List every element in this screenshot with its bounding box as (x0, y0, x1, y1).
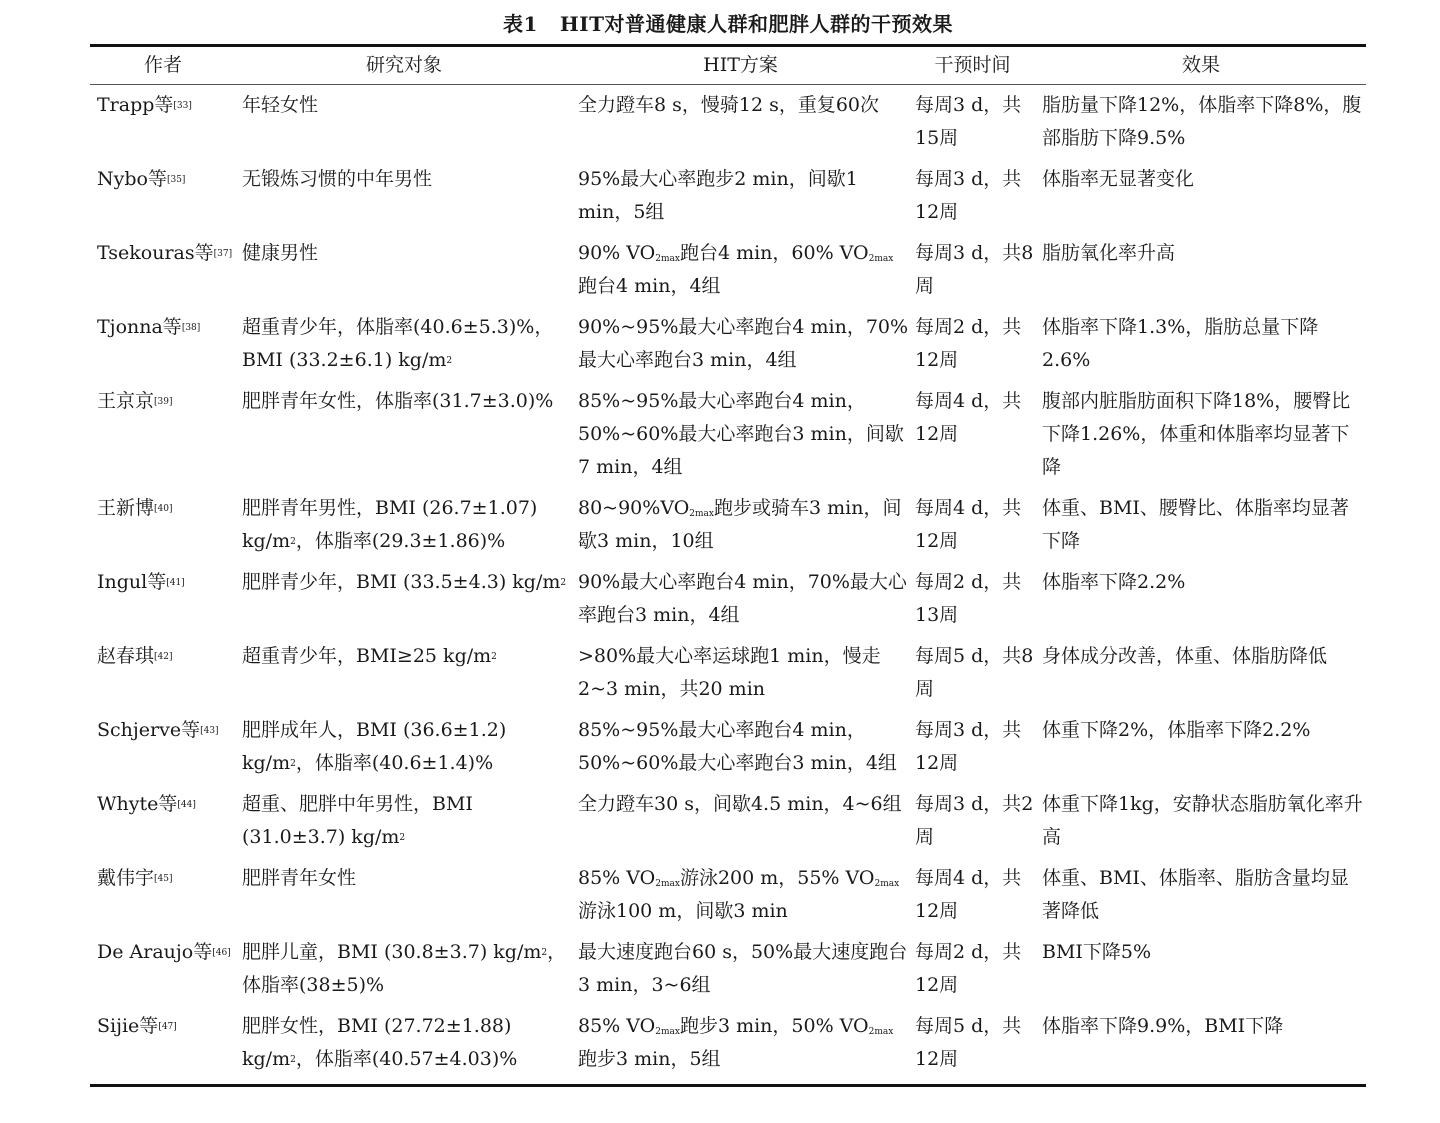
cell-effect: 身体成分改善，体重、体脂肪降低 (1042, 645, 1328, 667)
cell-subject: 肥胖青年男性，BMI (26.7±1.07) $kg/m^2$，体脂率(29.3±1.86)% (242, 497, 538, 552)
cell-effect: 体脂率下降9.9%，BMI下降 (1042, 1015, 1284, 1037)
table-row (90, 858, 1366, 932)
citation-ref: [47] (158, 1022, 177, 1032)
cell-protocol: >80%最大心率运球跑1 min，慢走2~3 min，共20 min (578, 645, 881, 700)
cell-effect: 腹部内脏脂肪面积下降18%，腰臀比下降1.26%，体重和体脂率均显著下降 (1042, 390, 1351, 478)
cell-duration: 每周2 d，共13周 (915, 571, 1022, 626)
cell-protocol: 全力蹬车8 s，慢骑12 s，重复60次 (578, 94, 880, 116)
cell-effect: 体重、BMI、腰臀比、体脂率均显著下降 (1042, 497, 1349, 552)
header-row (90, 46, 1366, 85)
cell-effect: 脂肪量下降12%，体脂率下降8%，腹部脂肪下降9.5% (1042, 94, 1362, 149)
cell-duration: 每周2 d，共12周 (915, 316, 1022, 371)
table-caption (0, 8, 1440, 37)
table-row (90, 932, 1366, 1006)
cell-protocol: 最大速度跑台60 s，50%最大速度跑台3 min，3~6组 (578, 941, 908, 996)
cell-author: De Araujo等[46] (97, 941, 231, 963)
cell-subject: 肥胖成年人，BMI (36.6±1.2) $kg/m^2$，体脂率(40.6±1.4)% (242, 719, 507, 774)
table-row (90, 1006, 1366, 1086)
table-body (90, 85, 1366, 1086)
cell-duration: 每周5 d，共8周 (915, 645, 1034, 700)
cell-author: Sijie等[47] (97, 1015, 177, 1037)
table-title: HIT对普通健康人群和肥胖人群的干预效果 (559, 12, 954, 36)
cell-author: 戴伟宇[45] (97, 867, 173, 889)
cell-protocol: 90% $VO_{2max}$跑台4 min，60% $VO_{2max}$ 跑台4 min，4组 (578, 242, 894, 297)
cell-subject: 超重、肥胖中年男性，BMI (31.0±3.7) $kg/m^2$ (242, 793, 473, 848)
citation-ref: [42] (154, 652, 173, 662)
citation-ref: [33] (173, 101, 192, 111)
cell-subject: 肥胖儿童，BMI (30.8±3.7) $kg/m^2$，体脂率(38±5)% (242, 941, 567, 996)
cell-duration: 每周2 d，共12周 (915, 941, 1022, 996)
citation-ref: [46] (212, 948, 231, 958)
cell-subject: 肥胖青少年，BMI (33.5±4.3) $kg/m^2$ (242, 571, 567, 593)
table-row (90, 710, 1366, 784)
table-row (90, 233, 1366, 307)
cell-protocol: 85%~95%最大心率跑台4 min，50%~60%最大心率跑台3 min，间歇7 min，4组 (578, 390, 904, 478)
cell-author: Schjerve等[43] (97, 719, 219, 741)
cell-subject: 超重青少年，体脂率(40.6±5.3)%，BMI (33.2±6.1) $kg/m^2$ (242, 316, 554, 371)
cell-subject: 肥胖青年女性，体脂率(31.7±3.0)% (242, 390, 554, 412)
cell-author: Trapp等[33] (97, 94, 192, 116)
cell-author: Nybo等[35] (97, 168, 186, 190)
cell-effect: 体重下降1kg，安静状态脂肪氧化率升高 (1042, 793, 1363, 848)
cell-author: 王新博[40] (97, 497, 173, 519)
cell-effect: 体重、BMI、体脂率、脂肪含量均显著降低 (1042, 867, 1349, 922)
header-subject: 研究对象 (365, 54, 442, 76)
cell-author: Tsekouras等[37] (97, 242, 233, 264)
cell-author: 赵春琪[42] (97, 645, 173, 667)
citation-ref: [41] (166, 578, 185, 588)
cell-protocol: 85%~95%最大心率跑台4 min，50%~60%最大心率跑台3 min，4组 (578, 719, 897, 774)
cell-effect: 脂肪氧化率升高 (1042, 242, 1176, 264)
cell-protocol: 85% $VO_{2max}$游泳200 m，55% $VO_{2max}$游泳100 m，间歇3 min (578, 867, 900, 922)
cell-effect: 体脂率下降1.3%，脂肪总量下降2.6% (1042, 316, 1319, 371)
citation-ref: [44] (177, 800, 196, 810)
citation-ref: [43] (200, 726, 219, 736)
citation-ref: [35] (166, 175, 186, 185)
cell-duration: 每周3 d，共2周 (915, 793, 1034, 848)
cell-author: Tjonna等[38] (97, 316, 201, 338)
header-duration: 干预时间 (934, 54, 1011, 76)
cell-subject: 肥胖女性，BMI (27.72±1.88) $kg/m^2$，体脂率(40.57±4.03)% (242, 1015, 518, 1070)
cell-effect: 体重下降2%，体脂率下降2.2% (1042, 719, 1311, 741)
table-row (90, 381, 1366, 488)
data-table (90, 44, 1366, 1087)
table-row (90, 488, 1366, 562)
cell-duration: 每周3 d，共8周 (915, 242, 1034, 297)
citation-ref: [45] (154, 874, 173, 884)
cell-author: Ingul等[41] (97, 571, 185, 593)
table-row (90, 85, 1366, 160)
table-row (90, 159, 1366, 233)
citation-ref: [39] (154, 397, 173, 407)
cell-protocol: 85% $VO_{2max}$跑步3 min，50% $VO_{2max}$跑步3 min，5组 (578, 1015, 894, 1070)
cell-protocol: 90%最大心率跑台4 min，70%最大心率跑台3 min，4组 (578, 571, 907, 626)
table-label: 表1 (502, 12, 538, 36)
cell-duration: 每周4 d，共12周 (915, 497, 1022, 552)
cell-protocol: 全力蹬车30 s，间歇4.5 min，4~6组 (578, 793, 902, 815)
cell-duration: 每周4 d，共12周 (915, 867, 1022, 922)
cell-author: 王京京[39] (97, 390, 173, 412)
cell-effect: BMI下降5% (1042, 941, 1152, 963)
cell-duration: 每周3 d，共15周 (915, 94, 1022, 149)
cell-author: Whyte等[44] (97, 793, 196, 815)
header-effect: 效果 (1181, 54, 1220, 76)
cell-effect: 体脂率无显著变化 (1042, 168, 1195, 190)
cell-protocol: $80\sim 90\%VO_{2max}$跑步或骑车3 min，间歇3 min，10组 (578, 497, 902, 552)
cell-duration: 每周3 d，共12周 (915, 719, 1022, 774)
table-row (90, 784, 1366, 858)
cell-protocol: 95%最大心率跑步2 min，间歇1 min，5组 (578, 168, 858, 223)
cell-subject: 无锻炼习惯的中年男性 (242, 168, 433, 190)
cell-subject: 健康男性 (242, 242, 319, 264)
table-row (90, 636, 1366, 710)
cell-protocol: 90%~95%最大心率跑台4 min，70%最大心率跑台3 min，4组 (578, 316, 909, 371)
cell-subject: 超重青少年，BMI≥25 $kg/m^2$ (242, 645, 497, 667)
table-header (90, 46, 1366, 85)
cell-duration: 每周3 d，共12周 (915, 168, 1022, 223)
cell-subject: 年轻女性 (242, 94, 319, 116)
table-row (90, 307, 1366, 381)
table-row (90, 562, 1366, 636)
citation-ref: [37] (213, 249, 233, 259)
header-author: 作者 (143, 54, 182, 76)
cell-duration: 每周4 d，共12周 (915, 390, 1022, 445)
citation-ref: [38] (181, 323, 201, 333)
cell-effect: 体脂率下降2.2% (1042, 571, 1186, 593)
citation-ref: [40] (154, 504, 173, 514)
header-protocol: HIT方案 (703, 54, 778, 76)
cell-duration: 每周5 d，共12周 (915, 1015, 1022, 1070)
cell-subject: 肥胖青年女性 (242, 867, 357, 889)
